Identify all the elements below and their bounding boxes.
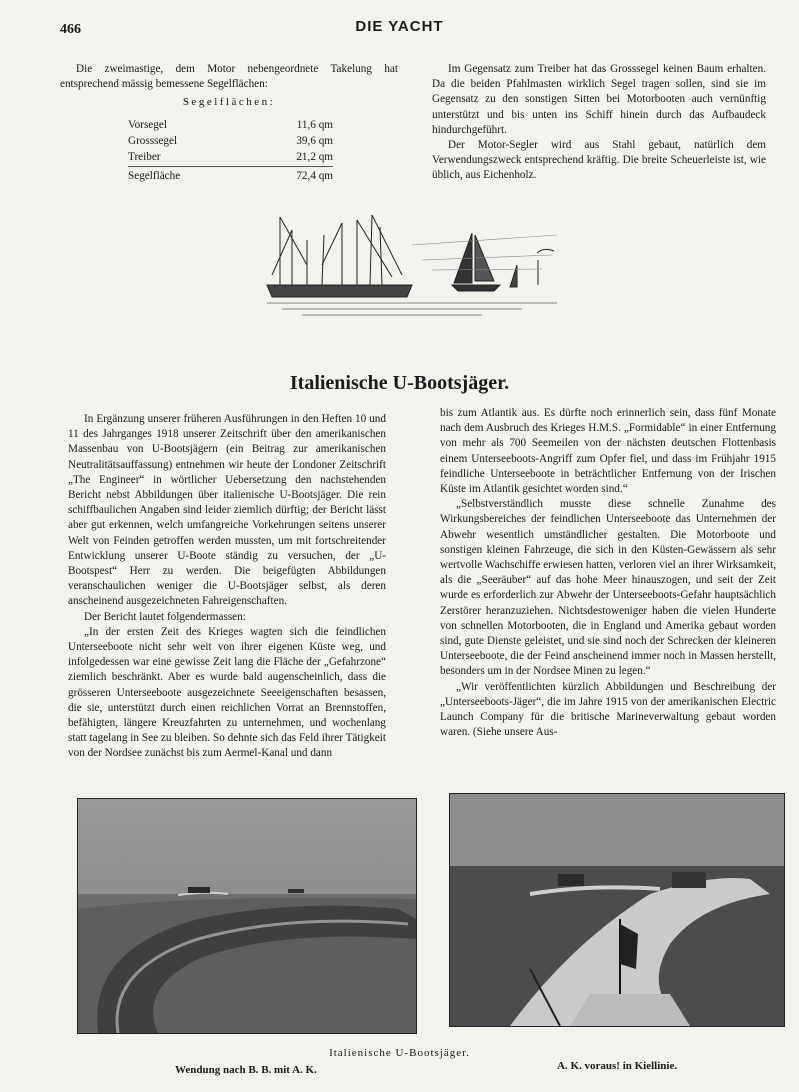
paragraph: Der Motor-Segler wird aus Stahl gebaut, natürlich dem Verwendungszweck entsprechend kräftig. Die breite Scheuerleiste ist, wie üblich, aus Eichenholz. (432, 139, 766, 182)
photo-caption-left: Wendung nach B. B. mit A. K. (175, 1064, 317, 1076)
sails-table (128, 118, 333, 185)
sails-row-value: 21,2 qm (296, 151, 333, 163)
paragraph: „Selbstverständlich musste diese schnelle Zunahme des Wirkungsbereiches der feindlichen Unterseeboote das Unternehmen der Abwehr wesentlich umständlicher gestalten. Die Motorboote und sonstigen kleinen Fahrzeuge, die sich in den Küsten-Gewässern als sehr wertvolle Wachschiffe erwiesen hatten, verloren viel an ihrer Wirksamkeit, als die „Seeräuber“ auf das hohe Meer hinauszogen, und seit der Zeit wurde es erforderlich zur Abwehr der Unterseeboots-Gefahr hauptsächlich Zerstörer heranzuziehen. Nichtsdestoweniger haben die vielen Hunderte von schnellen Motorbooten, die in England und Amerika gebaut worden sind, gute Dienste geleistet, und sie sind noch der Schrecken der kleineren Unterseeboote, die der Feind anscheinend immer noch in Massen herstellt, besonders um in der Nordsee Minen zu legen.“ (440, 498, 776, 678)
sails-total-label: Segelfläche (128, 167, 248, 186)
sails-row (128, 118, 333, 134)
photo-boat-turning (77, 798, 417, 1034)
article-right-column (440, 406, 776, 740)
article-title: Italienische U-Bootsjäger. (289, 372, 510, 394)
right-top-column (432, 62, 766, 184)
photo-boats-ahead (449, 793, 785, 1027)
journal-title: DIE YACHT (355, 18, 444, 35)
paragraph: „Wir veröffentlichten kürzlich Abbildungen und Beschreibung der „Unterseeboots-Jäger“, die im Jahre 1915 von der amerikanischen Electric Launch Company für die britische Marineverwaltung gebaut worden waren. (Siehe unsere Aus- (440, 680, 776, 739)
sails-row (128, 134, 333, 150)
sails-row (128, 150, 333, 167)
sails-intro-text: Die zweimastige, dem Motor nebengeordnete Takelung hat entsprechend mässig bemessene Segelflächen: (60, 63, 398, 91)
photo-caption-right: A. K. voraus! in Kiellinie. (557, 1060, 678, 1072)
sails-row-label: Vorsegel (128, 119, 167, 131)
sails-intro (60, 62, 398, 92)
sails-row-value: 11,6 qm (296, 119, 333, 131)
sails-row-label: Treiber (128, 151, 161, 163)
paragraph: Im Gegensatz zum Treiber hat das Grosssegel keinen Baum erhalten. Da die beiden Pfahlmasten wirklich Segel tragen sollen, sind sie im Gegensatz zu den sonstigen Sitten bei Motorbooten auch vernünftig unterstützt und bis unten ins Schiff hinein durch das Aufbaudeck hindurchgeführt. (432, 63, 766, 136)
paragraph: bis zum Atlantik aus. Es dürfte noch erinnerlich sein, dass fünf Monate nach dem Ausbruch des Krieges H.M.S. „Formidable“ in einer Entfernung von mehr als 700 Seemeilen von der nächsten deutschen Flottenbasis einem Unterseeboots-Angriff zum Opfer fiel, und dass im Frühjahr 1915 feindliche Unterseeboote in beträchtlicher Entfernung von der Irischen Küste im Atlantik gesichtet worden sind.“ (440, 407, 776, 496)
paragraph: Der Bericht lautet folgendermassen: (84, 610, 246, 623)
paragraph: „In der ersten Zeit des Krieges wagten sich die feindlichen Unterseeboote nicht sehr weit von ihrer eigenen Küste weg, und infolgedessen war eine gewisse Zeit lang die Fläche der „Gefahrzone“ ziemlich beschränkt. Aber es wurde bald augenscheinlich, dass die grösseren Unterseeboote ausgezeichnete Seeeigenschaften besassen, die sie, unterstützt durch einen reichlichen Vorrat an Brennstoffen, befähigten, längere Kreuzfahrten zu unternehmen, und wochenlang statt tagelang in See zu bleiben. So dehnte sich das Feld ihrer Tätigkeit von der Nordsee zunächst bis zum Aermel-Kanal und dann (68, 625, 386, 760)
article-left-column (68, 412, 386, 762)
sails-total-value: 72,4 qm (248, 167, 333, 186)
sails-caption: Segelflächen: (182, 96, 276, 108)
harbour-sketch-illustration (262, 205, 562, 320)
sails-row-value: 39,6 qm (296, 135, 333, 147)
photo-caption-main: Italienische U-Bootsjäger. (329, 1047, 470, 1059)
paragraph: In Ergänzung unserer früheren Ausführungen in den Heften 10 und 11 des Jahrganges 1918 unserer Zeitschrift über den amerikanischen Massenbau von U-Bootsjägern (ein Beitrag zur amerikanischen Neutralitätsauffassung) entnehmen wir heute der Londoner Zeitschrift „The Engineer“ in wörtlicher Uebersetzung den nachstehenden Bericht nebst Abbildungen über italienische U-Bootsjäger. Die rein schiffbaulichen Angaben sind leider ziemlich dürftig; der Bericht lässt aber gut erkennen, welch umfangreiche Vorkehrungen seitens unserer Welt von Feinden getroffen werden mussten, um mit fortschreitender Entwicklung unserer U-Boote ständig zu versuchen, der „U-Bootspest“ Herr zu werden. Die beigefügten Abbildungen veranschaulichen weniger die U-Bootsjäger selbst, als deren anscheinend ausgezeichneten Fahreigenschaften. (68, 413, 386, 608)
sails-total-row (128, 167, 333, 186)
sails-row-label: Grosssegel (128, 135, 178, 147)
page-number: 466 (60, 22, 81, 37)
